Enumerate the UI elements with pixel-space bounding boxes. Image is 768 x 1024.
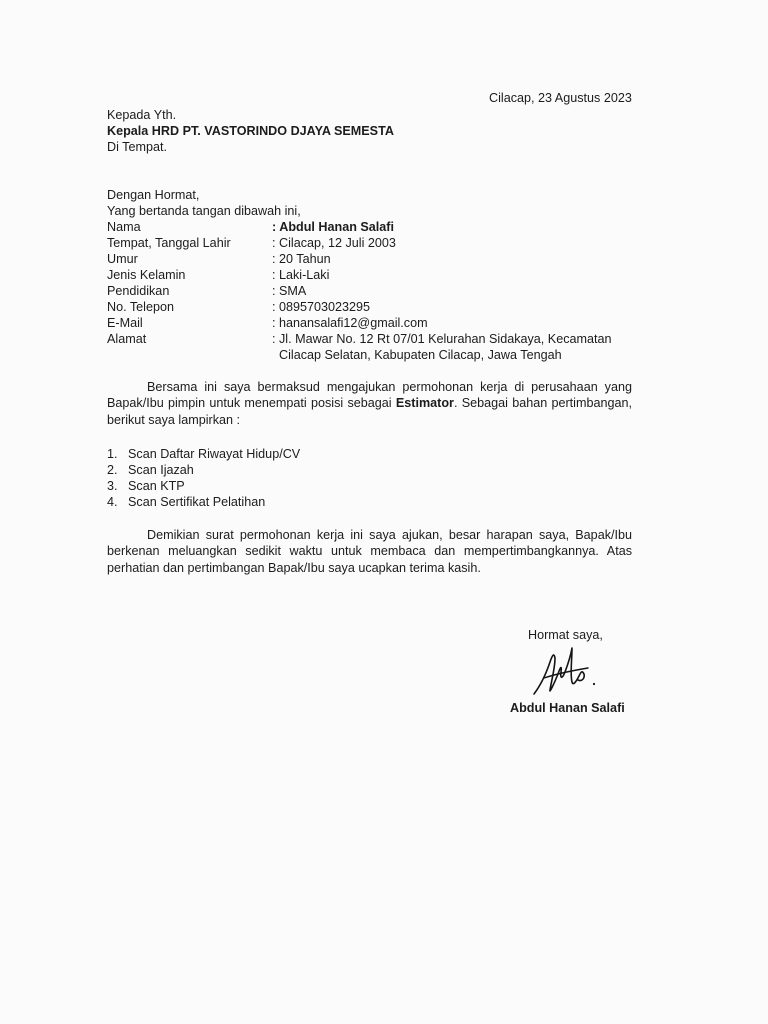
detail-value: : 20 Tahun bbox=[272, 252, 331, 266]
signer-name: Abdul Hanan Salafi bbox=[510, 701, 625, 715]
detail-label: Nama bbox=[107, 220, 141, 234]
list-number: 3. bbox=[107, 479, 118, 493]
paragraph-text: . Sebagai bahan pertimbangan, berikut saya lampirkan : bbox=[107, 396, 632, 427]
position-title: Estimator bbox=[395, 396, 454, 411]
closing-paragraph bbox=[107, 527, 632, 576]
greeting: Dengan Hormat, bbox=[107, 188, 200, 202]
detail-label: Jenis Kelamin bbox=[107, 268, 186, 282]
recipient-line-3: Di Tempat. bbox=[107, 140, 167, 154]
list-text: Scan Daftar Riwayat Hidup/CV bbox=[128, 447, 301, 461]
intro-line: Yang bertanda tangan dibawah ini, bbox=[107, 204, 301, 218]
detail-label: Pendidikan bbox=[107, 284, 170, 298]
detail-label: Tempat, Tanggal Lahir bbox=[107, 236, 231, 250]
detail-label: E-Mail bbox=[107, 316, 143, 330]
detail-value: : hanansalafi12@gmail.com bbox=[272, 316, 428, 330]
list-number: 1. bbox=[107, 447, 118, 461]
recipient-name: Kepala HRD PT. VASTORINDO DJAYA SEMESTA bbox=[107, 124, 394, 138]
list-number: 4. bbox=[107, 495, 118, 509]
list-text: Scan Sertifikat Pelatihan bbox=[128, 495, 266, 509]
list-text: Scan KTP bbox=[128, 479, 185, 493]
detail-value: : Cilacap, 12 Juli 2003 bbox=[272, 236, 396, 250]
list-text: Scan Ijazah bbox=[128, 463, 194, 477]
detail-value: : Abdul Hanan Salafi bbox=[272, 220, 394, 234]
closing-salutation: Hormat saya, bbox=[528, 628, 603, 642]
detail-label: Alamat bbox=[107, 332, 147, 346]
address-continuation: Cilacap Selatan, Kabupaten Cilacap, Jawa Tengah bbox=[279, 348, 562, 362]
detail-value: : SMA bbox=[272, 284, 307, 298]
detail-label: No. Telepon bbox=[107, 300, 174, 314]
detail-value: : 0895703023295 bbox=[272, 300, 371, 314]
list-number: 2. bbox=[107, 463, 118, 477]
detail-value: : Laki-Laki bbox=[272, 268, 330, 282]
detail-value: : Jl. Mawar No. 12 Rt 07/01 Kelurahan Sidakaya, Kecamatan bbox=[272, 332, 612, 346]
application-paragraph bbox=[107, 379, 632, 428]
date-line: Cilacap, 23 Agustus 2023 bbox=[489, 91, 632, 105]
detail-label: Umur bbox=[107, 252, 138, 266]
recipient-line-1: Kepada Yth. bbox=[107, 108, 177, 122]
signature-icon bbox=[530, 644, 602, 698]
paragraph-text: Demikian surat permohonan kerja ini saya ajukan, besar harapan saya, Bapak/Ibu berkenan meluangkan sedikit waktu untuk membaca dan mempertimbangkannya. Atas perhatian dan pertimbangan Bapak/Ibu saya ucapkan terima kasih. bbox=[107, 528, 632, 575]
paragraph-text: Bersama ini saya bermaksud mengajukan permohonan kerja di perusahaan yang Bapak/Ibu pimpin untuk menempati posisi sebagai bbox=[107, 380, 632, 411]
